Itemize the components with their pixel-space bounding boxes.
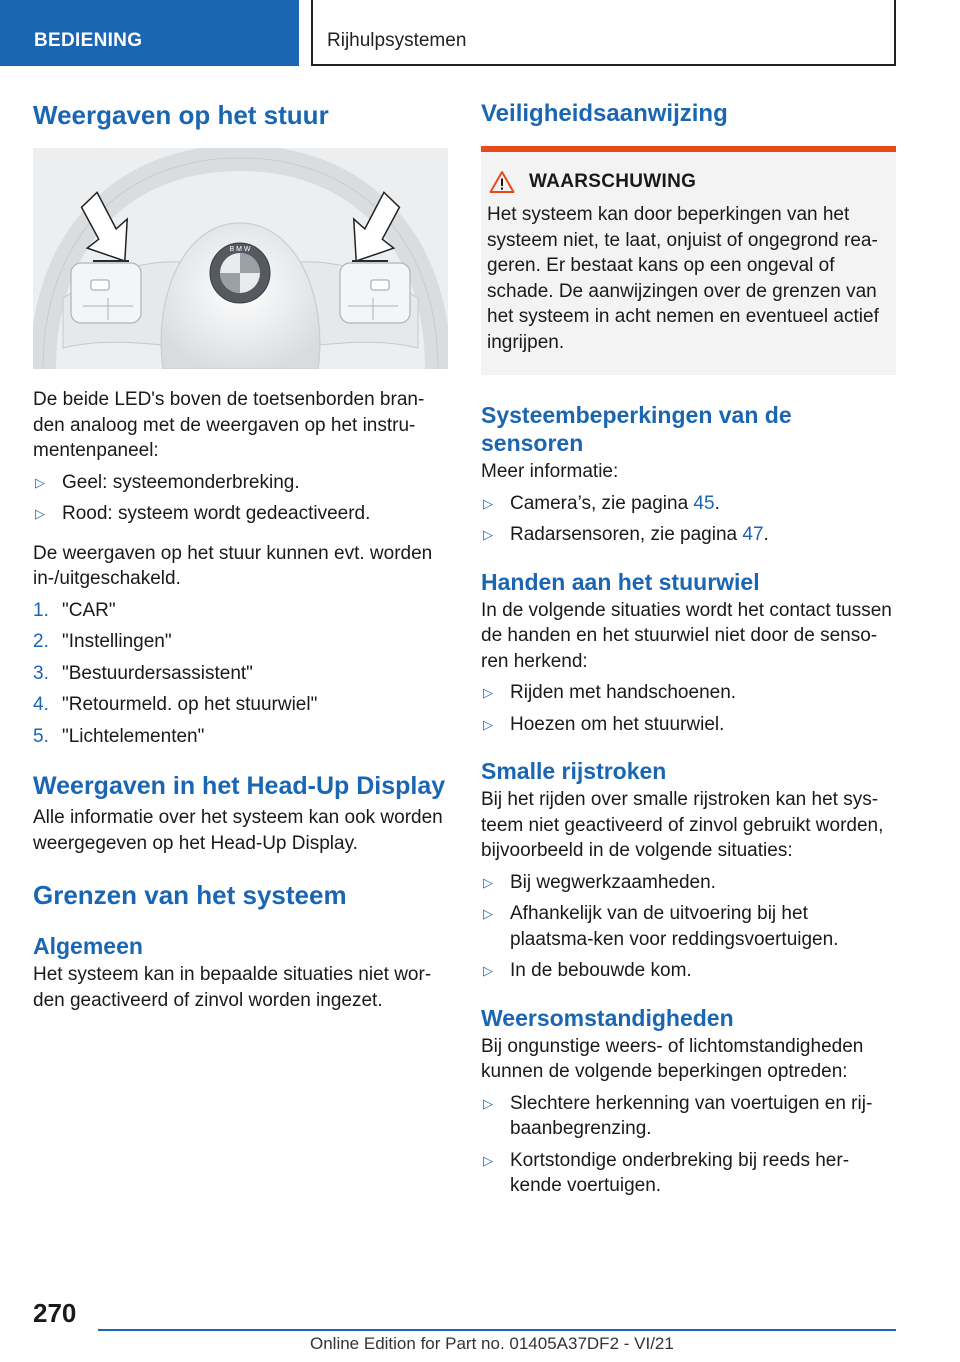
triangle-bullet-icon: ▷: [35, 474, 45, 490]
steps-list: [33, 598, 448, 750]
smalle-list: [481, 870, 896, 984]
footer-rule: [98, 1329, 896, 1331]
list-item: ▷ Rijden met handschoenen.: [481, 680, 896, 706]
warning-box: [481, 146, 896, 375]
weer-list: [481, 1091, 896, 1199]
triangle-bullet-icon: ▷: [483, 963, 493, 978]
triangle-bullet-icon: ▷: [483, 1152, 493, 1168]
sensors-list: [481, 491, 896, 548]
warning-text: Het systeem kan door beperkingen van het systeem niet, te laat, onjuist of ongegrond rea-geren. Er bestaat kans op een ongeval of schade. De aanwijzingen over de grenzen van het systeem in acht nemen en eventueel actief ingrijpen.: [487, 204, 879, 353]
paragraph-handen: In de volgende situaties wordt het contact tussen de handen en het stuurwiel niet door de senso-ren herkend:: [481, 599, 892, 672]
right-column: [481, 100, 896, 1199]
steering-wheel-figure: [33, 148, 448, 369]
page-footer: [0, 1290, 960, 1362]
paragraph-meer: Meer informatie:: [481, 461, 619, 482]
step-item: 5. "Lichtelementen": [33, 725, 205, 747]
triangle-bullet-icon: ▷: [483, 685, 493, 700]
list-item: ▷ Rood: systeem wordt gedeactiveerd.: [33, 501, 448, 527]
section-title: BEDIENING: [34, 30, 143, 51]
paragraph-smalle: Bij het rijden over smalle rijstroken kan het sys-teem niet geactiveerd of zinvol gebruikt worden, bijvoorbeeld in de volgende situaties:: [481, 789, 884, 861]
triangle-bullet-icon: ▷: [483, 906, 493, 921]
section-tab: [0, 0, 299, 66]
list-item: ▷ Hoezen om het stuurwiel.: [481, 712, 896, 738]
warning-triangle-icon: [489, 170, 515, 194]
heading-weer: Weersomstandigheden: [481, 1004, 734, 1031]
handen-list: [481, 680, 896, 737]
triangle-bullet-icon: ▷: [483, 1095, 493, 1111]
step-item: 3. "Bestuurdersassistent": [33, 662, 253, 684]
step-item: 2. "Instellingen": [33, 631, 172, 652]
heading-handen: Handen aan het stuurwiel: [481, 568, 760, 595]
list-item: ▷ Geel: systeemonderbreking.: [33, 470, 448, 496]
list-item: ▷ Slechtere herkenning van voertuigen en rij-baanbegrenzing.: [483, 1092, 873, 1139]
chapter-title: Rijhulpsystemen: [327, 30, 467, 51]
page-number: 270: [33, 1298, 77, 1328]
heading-smalle: Smalle rijstroken: [481, 758, 667, 784]
page-link-45[interactable]: 45: [693, 492, 715, 514]
page-header: [0, 0, 960, 66]
heading-veiligheid: Veiligheidsaanwijzing: [481, 100, 728, 127]
triangle-bullet-icon: ▷: [483, 874, 493, 890]
heading-sensoren: Systeembeperkingen van de sensoren: [481, 402, 792, 456]
list-item: ▷ Radarsensoren, zie pagina 47.: [481, 522, 896, 548]
list-item: ▷ Bij wegwerkzaamheden.: [481, 870, 896, 896]
step-item: 4. "Retourmeld. op het stuurwiel": [33, 694, 318, 715]
triangle-bullet-icon: ▷: [483, 527, 493, 542]
list-item: ▷ Kortstondige onderbreking bij reeds her-kende voertuigen.: [483, 1149, 850, 1196]
heading-stuur: Weergaven op het stuur: [33, 100, 329, 130]
logo-lettering: B M W: [229, 246, 251, 253]
heading-algemeen: Algemeen: [33, 933, 143, 959]
paragraph-leds: De beide LED's boven de toetsenborden bran-den analoog met de weergaven op het instru-mentenpaneel:: [33, 389, 425, 461]
triangle-bullet-icon: ▷: [483, 495, 493, 511]
step-item: 1. "CAR": [33, 599, 116, 621]
triangle-bullet-icon: ▷: [35, 506, 45, 521]
heading-grenzen: Grenzen van het systeem: [33, 880, 347, 910]
paragraph-hud: Alle informatie over het systeem kan ook worden weergegeven op het Head-Up Display.: [33, 807, 443, 854]
steering-wheel-illustration: [33, 148, 448, 369]
heading-hud: Weergaven in het Head-Up Display: [33, 772, 446, 800]
chapter-tab: [311, 0, 896, 66]
warning-title: WAARSCHUWING: [529, 171, 697, 192]
edition-note: Online Edition for Part no. 01405A37DF2 - VI/21: [310, 1334, 674, 1353]
list-item: ▷ Camera’s, zie pagina 45.: [481, 491, 896, 517]
left-column: [33, 100, 448, 1013]
paragraph-evt: De weergaven op het stuur kunnen evt. worden in-/uitgeschakeld.: [33, 542, 433, 589]
list-item: ▷ Afhankelijk van de uitvoering bij het plaatsma-ken voor reddingsvoertuigen.: [483, 903, 839, 950]
triangle-bullet-icon: ▷: [483, 716, 493, 732]
paragraph-weer: Bij ongunstige weers- of lichtomstandigheden kunnen de volgende beperkingen optreden:: [481, 1035, 864, 1082]
leds-list: [33, 470, 448, 527]
list-item: ▷ In de bebouwde kom.: [481, 958, 896, 984]
page-link-47[interactable]: 47: [742, 524, 764, 545]
warning-header: [487, 170, 890, 194]
paragraph-algemeen: Het systeem kan in bepaalde situaties niet wor-den geactiveerd of zinvol worden ingezet.: [33, 964, 432, 1011]
